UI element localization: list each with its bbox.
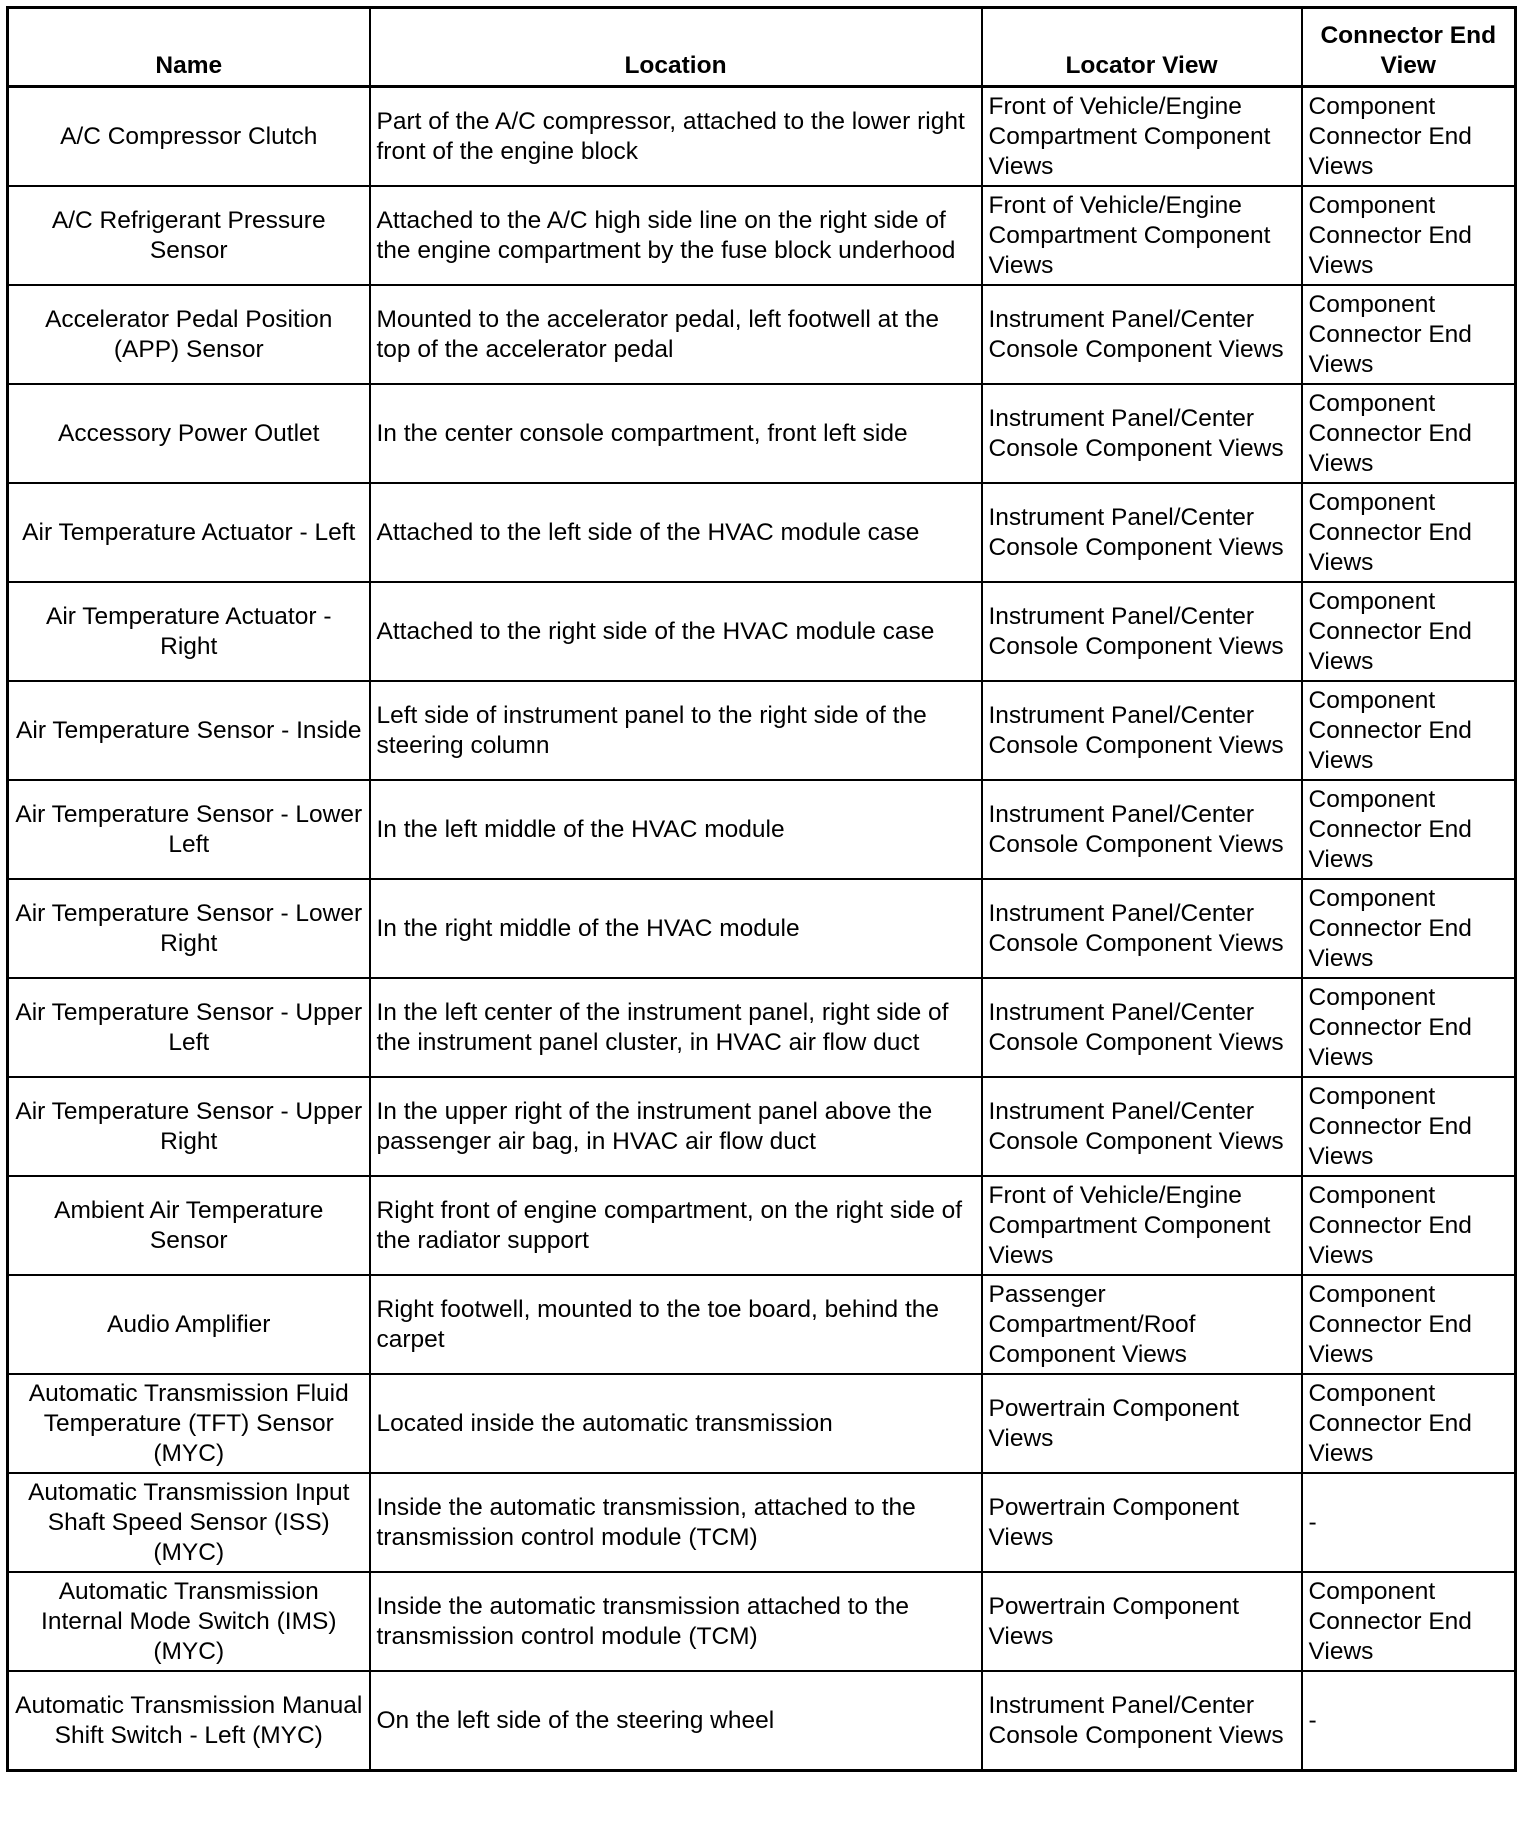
table-row xyxy=(8,483,1516,582)
cell-location: In the center console compartment, front left side xyxy=(370,384,982,483)
cell-name: A/C Refrigerant Pressure Sensor xyxy=(8,186,370,285)
table-row xyxy=(8,978,1516,1077)
cell-name: Automatic Transmission Internal Mode Switch (IMS) (MYC) xyxy=(8,1572,370,1671)
table-row xyxy=(8,1572,1516,1671)
cell-name: Automatic Transmission Fluid Temperature (TFT) Sensor (MYC) xyxy=(8,1374,370,1473)
cell-location: In the right middle of the HVAC module xyxy=(370,879,982,978)
component-locator-table xyxy=(6,6,1517,1772)
cell-connector-end-view: Component Connector End Views xyxy=(1302,483,1516,582)
header-name: Name xyxy=(8,8,370,87)
cell-name: Accessory Power Outlet xyxy=(8,384,370,483)
header-connector-end-view: Connector End View xyxy=(1302,8,1516,87)
cell-locator-view: Instrument Panel/Center Console Component Views xyxy=(982,780,1302,879)
cell-connector-end-view: - xyxy=(1302,1473,1516,1572)
table-row xyxy=(8,1077,1516,1176)
cell-connector-end-view: Component Connector End Views xyxy=(1302,1176,1516,1275)
cell-connector-end-view: Component Connector End Views xyxy=(1302,384,1516,483)
cell-connector-end-view: Component Connector End Views xyxy=(1302,1275,1516,1374)
cell-name: Ambient Air Temperature Sensor xyxy=(8,1176,370,1275)
cell-locator-view: Instrument Panel/Center Console Component Views xyxy=(982,1077,1302,1176)
cell-connector-end-view: Component Connector End Views xyxy=(1302,285,1516,384)
header-locator-view: Locator View xyxy=(982,8,1302,87)
table-row xyxy=(8,780,1516,879)
cell-name: Audio Amplifier xyxy=(8,1275,370,1374)
cell-locator-view: Instrument Panel/Center Console Component Views xyxy=(982,978,1302,1077)
cell-locator-view: Instrument Panel/Center Console Component Views xyxy=(982,285,1302,384)
cell-location: Inside the automatic transmission attached to the transmission control module (TCM) xyxy=(370,1572,982,1671)
cell-location: Located inside the automatic transmission xyxy=(370,1374,982,1473)
cell-location: In the upper right of the instrument panel above the passenger air bag, in HVAC air flow duct xyxy=(370,1077,982,1176)
cell-location: Inside the automatic transmission, attached to the transmission control module (TCM) xyxy=(370,1473,982,1572)
table-row xyxy=(8,384,1516,483)
cell-name: Accelerator Pedal Position (APP) Sensor xyxy=(8,285,370,384)
cell-connector-end-view: Component Connector End Views xyxy=(1302,1374,1516,1473)
cell-name: Air Temperature Sensor - Upper Right xyxy=(8,1077,370,1176)
cell-location: On the left side of the steering wheel xyxy=(370,1671,982,1771)
cell-name: Air Temperature Sensor - Inside xyxy=(8,681,370,780)
table-row xyxy=(8,1374,1516,1473)
cell-locator-view: Instrument Panel/Center Console Component Views xyxy=(982,483,1302,582)
cell-name: Air Temperature Actuator - Right xyxy=(8,582,370,681)
cell-connector-end-view: Component Connector End Views xyxy=(1302,780,1516,879)
cell-locator-view: Instrument Panel/Center Console Component Views xyxy=(982,384,1302,483)
table-row xyxy=(8,681,1516,780)
cell-locator-view: Front of Vehicle/Engine Compartment Component Views xyxy=(982,87,1302,187)
table-row xyxy=(8,879,1516,978)
cell-connector-end-view: Component Connector End Views xyxy=(1302,681,1516,780)
cell-location: Part of the A/C compressor, attached to the lower right front of the engine block xyxy=(370,87,982,187)
cell-locator-view: Instrument Panel/Center Console Component Views xyxy=(982,879,1302,978)
table-row xyxy=(8,582,1516,681)
table-row xyxy=(8,186,1516,285)
table-row xyxy=(8,1275,1516,1374)
cell-connector-end-view: Component Connector End Views xyxy=(1302,1077,1516,1176)
cell-name: Air Temperature Sensor - Lower Left xyxy=(8,780,370,879)
cell-name: Automatic Transmission Input Shaft Speed Sensor (ISS) (MYC) xyxy=(8,1473,370,1572)
cell-name: Air Temperature Sensor - Upper Left xyxy=(8,978,370,1077)
cell-location: Attached to the A/C high side line on the right side of the engine compartment by the fuse block underhood xyxy=(370,186,982,285)
cell-locator-view: Instrument Panel/Center Console Component Views xyxy=(982,582,1302,681)
cell-locator-view: Powertrain Component Views xyxy=(982,1572,1302,1671)
cell-location: Right front of engine compartment, on the right side of the radiator support xyxy=(370,1176,982,1275)
cell-locator-view: Powertrain Component Views xyxy=(982,1473,1302,1572)
cell-location: Left side of instrument panel to the right side of the steering column xyxy=(370,681,982,780)
cell-connector-end-view: Component Connector End Views xyxy=(1302,978,1516,1077)
cell-locator-view: Instrument Panel/Center Console Component Views xyxy=(982,681,1302,780)
cell-connector-end-view: Component Connector End Views xyxy=(1302,879,1516,978)
cell-name: Air Temperature Actuator - Left xyxy=(8,483,370,582)
cell-connector-end-view: Component Connector End Views xyxy=(1302,186,1516,285)
cell-locator-view: Front of Vehicle/Engine Compartment Component Views xyxy=(982,1176,1302,1275)
table-row xyxy=(8,1473,1516,1572)
cell-locator-view: Front of Vehicle/Engine Compartment Component Views xyxy=(982,186,1302,285)
cell-locator-view: Powertrain Component Views xyxy=(982,1374,1302,1473)
cell-name: Automatic Transmission Manual Shift Switch - Left (MYC) xyxy=(8,1671,370,1771)
cell-locator-view: Passenger Compartment/Roof Component Views xyxy=(982,1275,1302,1374)
header-row xyxy=(8,8,1516,87)
cell-name: A/C Compressor Clutch xyxy=(8,87,370,187)
cell-location: In the left center of the instrument panel, right side of the instrument panel cluster, in HVAC air flow duct xyxy=(370,978,982,1077)
cell-locator-view: Instrument Panel/Center Console Component Views xyxy=(982,1671,1302,1771)
cell-location: In the left middle of the HVAC module xyxy=(370,780,982,879)
cell-location: Right footwell, mounted to the toe board, behind the carpet xyxy=(370,1275,982,1374)
cell-connector-end-view: - xyxy=(1302,1671,1516,1771)
table-row xyxy=(8,285,1516,384)
cell-location: Attached to the right side of the HVAC module case xyxy=(370,582,982,681)
table-row xyxy=(8,1671,1516,1771)
cell-connector-end-view: Component Connector End Views xyxy=(1302,1572,1516,1671)
cell-location: Attached to the left side of the HVAC module case xyxy=(370,483,982,582)
table-row xyxy=(8,87,1516,187)
cell-location: Mounted to the accelerator pedal, left footwell at the top of the accelerator pedal xyxy=(370,285,982,384)
cell-name: Air Temperature Sensor - Lower Right xyxy=(8,879,370,978)
table-row xyxy=(8,1176,1516,1275)
cell-connector-end-view: Component Connector End Views xyxy=(1302,582,1516,681)
header-location: Location xyxy=(370,8,982,87)
cell-connector-end-view: Component Connector End Views xyxy=(1302,87,1516,187)
